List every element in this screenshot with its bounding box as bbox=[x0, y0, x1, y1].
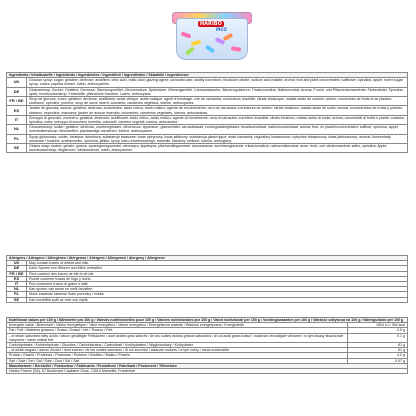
allergen-text: Peut contenir des traces de blé et de lait. bbox=[27, 271, 408, 276]
ingredients-text: Glucose syrup; sugar; gelatine; dextrose; acidifiers: citric acid, malic acid; glazing agent: carnauba wax; acidity correctors: tricalcium citrate, sodium acid malate; aroma; fruit and plant concentrates: safflower, spirulina, apple; invert sugar syrup; colors: paprika extract, lutein, anthocyanins. bbox=[27, 78, 408, 87]
ingredients-text: Sciroppo di glucosio; zucchero; gelatina; destrosio; acidificanti: acido citrico, acido malico; agente di rivestimento: cera di carnauba; correttori di acidità: citrato tricalcico, malato acido di sodio; aroma; concentrati di frutta e piante: cartamo, spirulina, mela; sciroppo di zucchero invertito; coloranti: caroteni vegetali, luteina, antocianine. bbox=[27, 115, 408, 124]
allergen-text: Puede contener trazas de trigo y leche. bbox=[27, 276, 408, 281]
lang-code: DE bbox=[7, 266, 27, 271]
allergen-text: Kan innehålla spår av vete och mjölk. bbox=[27, 297, 408, 302]
lang-code: SE bbox=[7, 144, 27, 153]
table-row bbox=[7, 125, 408, 134]
table-row bbox=[7, 144, 408, 153]
nutrient-value: 0.07 g bbox=[348, 358, 408, 363]
ingredients-table bbox=[6, 72, 408, 153]
ingredients-text: Syrop glukozowy; cukier; żelatyna; dekstroza; substancje kwasowe: kwas cytrynowy, kwas jabłkowy; substancja glazurująca: wosk carnauba; regulatory kwasowości: cytrynian triwapniowy, kwas jabłczanowy; aromat; koncentraty owocowe i roślinne: szafranowiec, spirulina, jabłko; syrop cukru inwertowanego; barwniki: karoteny roślinne, luteina, antocyjany. bbox=[27, 134, 408, 143]
ingredients-text: Jarabe de glucosa; azúcar; gelatina; dextrosa; acidulantes: ácido cítrico, ácido málico; agente de recubrimiento: cera de carnauba; correctores de acidez: citrato tricálcico, malato ácido de sodio; aroma; concentrados de frutas y plantas: cártamo, espirulina, manzana; jarabe de azúcar invertido; colorantes: carotenos vegetales, luteína, antocianinas. bbox=[27, 106, 408, 115]
table-row bbox=[7, 87, 408, 96]
ingredients-text: Glukosesirup; Zucker; Gelatine; Dextrose; Säuerungsmittel: Zitronensäure, Äpfelsäure; Überzugsmittel: Carnaubawachs; Säureregulatoren: Tricalciumcitrat, Natriummalat; Aroma; Frucht- und Pflanzenkonzentrate: Färberdistel, Spirulina, Apfel; Invertzuckersirup; Farbstoffe: pflanzliche Karotine, Lutein, Anthocyane. bbox=[27, 87, 408, 96]
lang-code: FR / BE bbox=[7, 97, 27, 106]
allergen-text: Può contenere tracce di grano e latte. bbox=[27, 282, 408, 287]
lang-code: NL bbox=[7, 125, 27, 134]
allergen-text: May contain traces of wheat and milk. bbox=[27, 261, 408, 266]
nutrient-value: 1504 kJ / 354 kcal bbox=[348, 323, 408, 328]
product-image bbox=[172, 4, 250, 62]
lang-code: NL bbox=[7, 287, 27, 292]
ingredients-text: Glucosestroop; suiker; gelatine; dextrose; zuurteregelaars: citroenzuur, appelzuur; glansmiddel: carnaubawas; zuurtegraadregelaars: tricalciumcitraat, natriumzuurmalaat; aroma; fruit- en plantenconcentraten: saffloer, spirulina, appel; invertsuikerstroop; kleurstoffen: plantaardige carotenen, luteïne, anthocyanen. bbox=[27, 125, 408, 134]
lang-code: IT bbox=[7, 115, 27, 124]
lang-code: FR / BE bbox=[7, 271, 27, 276]
lang-code: PL bbox=[7, 292, 27, 297]
nutrition-table bbox=[6, 317, 408, 374]
allergens-table bbox=[6, 255, 408, 303]
nutrient-label: Salt / Salz / Sel / Sal / Sale / Zout / Sól / Salt bbox=[7, 358, 348, 363]
allergen-text: Kan sporen van tarwe en melk bevatten. bbox=[27, 287, 408, 292]
nutrient-value: 0.1 g bbox=[348, 333, 408, 342]
manufacturer-text: Haribo France (SA), 67 Boulevard Capitaine Gèze, 13014 Marseille, Frankreich bbox=[7, 369, 408, 374]
nutrient-value: 0.5 g bbox=[348, 328, 408, 333]
table-row bbox=[7, 78, 408, 87]
nutrient-label: Fat / Fett / Matières grasses / Grasa / Grassi / Vet / Tłuszcz / Fett bbox=[7, 328, 348, 333]
table-row bbox=[7, 333, 408, 342]
lang-code: UK bbox=[7, 78, 27, 87]
table-row bbox=[7, 115, 408, 124]
ingredients-text: Sirop de glucose; sucre; gélatine; dextrose; acidifiants: acide citrique, acide malique; agent d'enrobage: cire de carnauba; correcteurs d'acidité: citrate tricalcique, malate acide de sodium; arôme; concentrés de fruits et de plantes: carthame, spiruline, pomme; sirop de sucre inverti; colorants: caroténes végétaux, lutéine, anthocyanes. bbox=[27, 97, 408, 106]
manufacturer-row bbox=[7, 369, 408, 374]
allergen-text: Może zawierać śladowe ilości pszenicy i mleka. bbox=[27, 292, 408, 297]
lang-code: ES bbox=[7, 106, 27, 115]
lang-code: SE bbox=[7, 297, 27, 302]
nutrient-value: 4.0 g bbox=[348, 353, 408, 358]
nutrition-header: Nutritional values per 100 g / Nährwerte pro 100 g / Valeurs nutritionnelles pour 100 g / Valores nutricionales por 100 g / Valori nutrizionali per 100 g / Voedingswaarden per 100 g / Wartość odżywcza na 100 g / Näringsvärde per 100 g bbox=[7, 318, 408, 323]
nutrient-value: 51 g bbox=[348, 348, 408, 353]
table-row bbox=[7, 97, 408, 106]
nutrient-label: Protein / Eiweiß / Protéines / Proteínas / Proteine / Eiwitten / Białko / Protein bbox=[7, 353, 348, 358]
nutrient-label: Energetic value / Brennwert / Valeur énergétique / Valor energético / Valore energetico / Energetische waarde / Wartość energetyczna / Energivärde bbox=[7, 323, 348, 328]
lang-code: UK bbox=[7, 261, 27, 266]
table-row bbox=[7, 297, 408, 302]
nutrient-label: - of which saturated fatty acids / davon gesättigte Fettsäuren / dont acides gras saturés / de los cuales ácidos grasos saturados / di cui acidi grassi saturi / waarvan verzadigde vetzuren / w tym kwasy tłuszczowe nasycone / varav mättat fett bbox=[7, 333, 348, 342]
ingredients-text: Glukos sirap; socker; gelatin; glukos; syraregleringsmedel: citronsyra, äppelsyra; ytbehandlingsmedel: karnaubavax; surhetsreglerande: trikalciumcitrat, natriumvätemalat; arom; frukt- och växtkoncentrat: saflor, spirulina, äpple; invertsockersirap; färgämnen: växtkarotener, lutein, antocyaniner. bbox=[27, 144, 408, 153]
allergens-header: Allergens / Allergene / Allergènes / Alérgenos / Allergeni / Allergenen / Alergeny / Allergener bbox=[7, 256, 408, 261]
nutrient-label: - of which sugars / davon Zucker / dont sucres / de los cuales azúcares / di cui zuccheri / waarvan suikers / w tym cukry / varav sockerarter bbox=[7, 348, 348, 353]
ingredients-header: Ingredients / Inhaltsstoffe / Ingrédients / Ingredientes / Ingrediënti / Ingrediënten / Składniki / Ingredienser bbox=[7, 73, 408, 78]
brand-logo: HARIBO bbox=[200, 21, 222, 27]
lang-code: ES bbox=[7, 276, 27, 281]
lang-code: PL bbox=[7, 134, 27, 143]
manufacturer-header: Manufacturer / Hersteller / Producteur / Fabricante / Produttore / Fabrikant / Producent / Tillverkare bbox=[7, 363, 408, 368]
lang-code: IT bbox=[7, 282, 27, 287]
nutrition-header-row bbox=[7, 318, 408, 323]
nutrient-value: 81 g bbox=[348, 343, 408, 348]
table-row bbox=[7, 134, 408, 143]
allergen-text: Kann Spuren von Weizen und Milch enthalten. bbox=[27, 266, 408, 271]
nutrient-label: Carbohydrates / Kohlenhydrate / Glucides / Carbohidratos / Carboidrati / Koolhydraten / Węglowodany / Kolhydrater bbox=[7, 343, 348, 348]
table-row bbox=[7, 106, 408, 115]
product-flavor: PICO bbox=[216, 27, 227, 32]
lang-code: DE bbox=[7, 87, 27, 96]
